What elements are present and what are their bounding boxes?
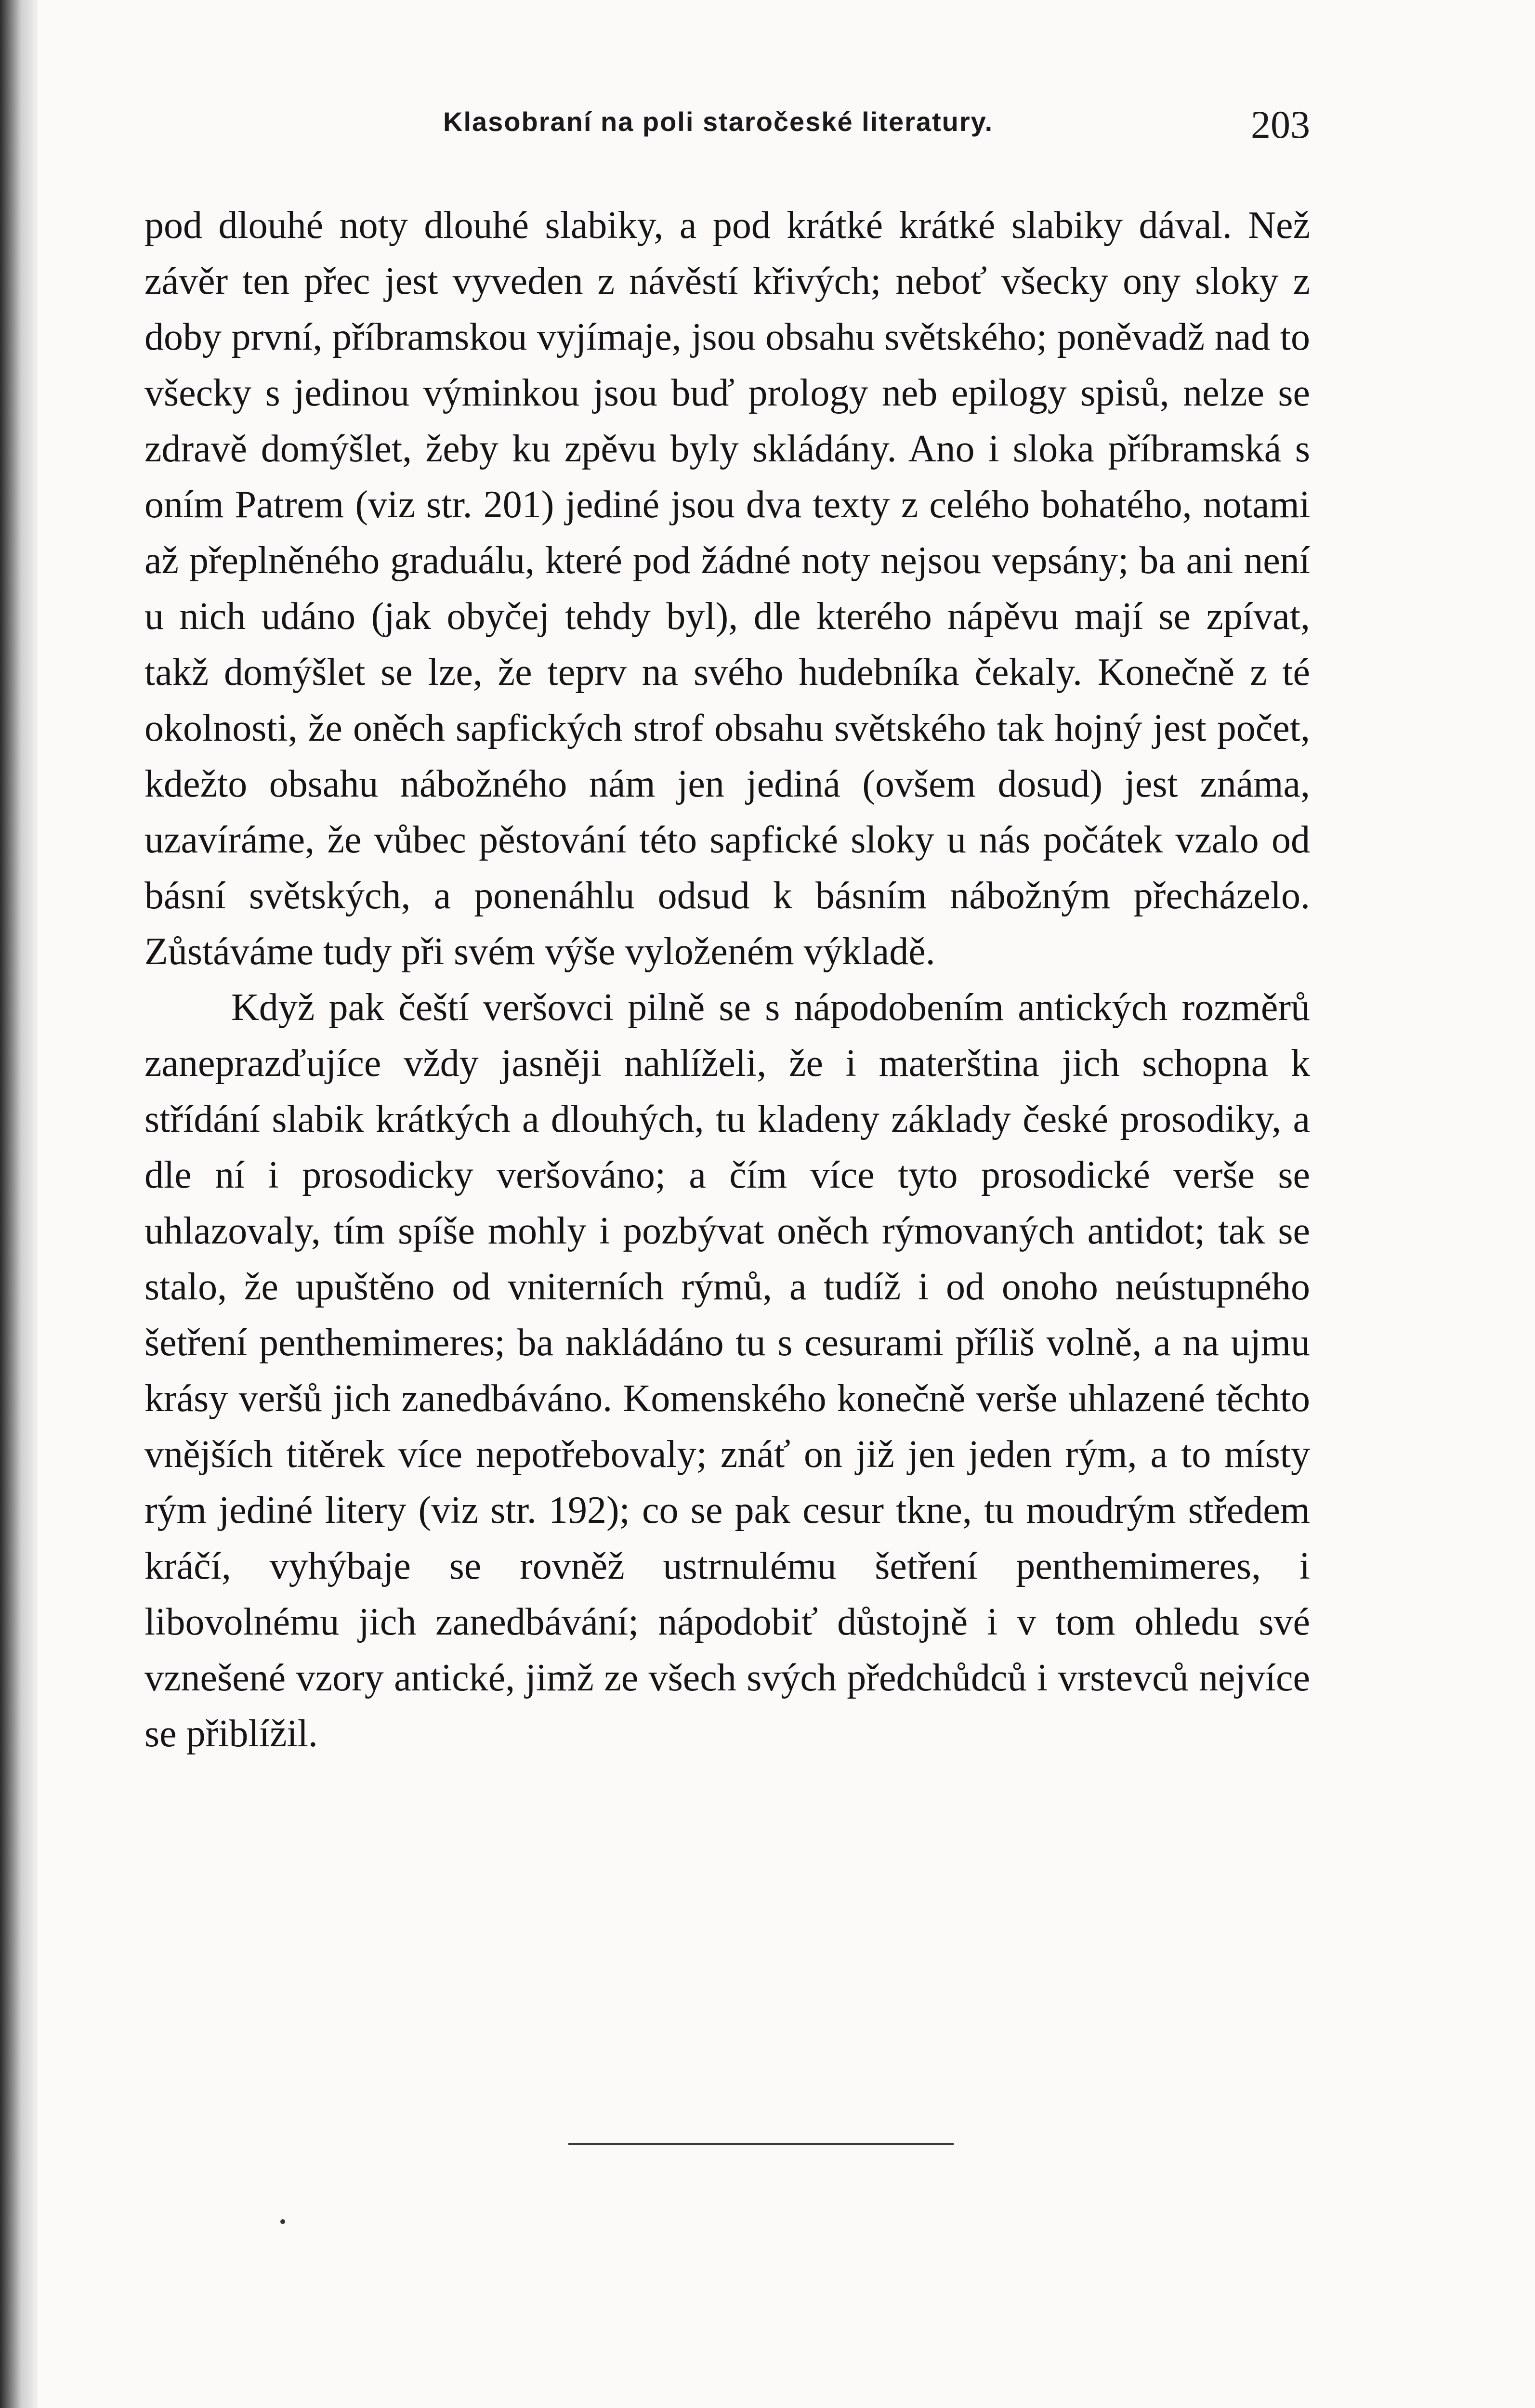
body-text [144,197,1310,1762]
paragraph-1: pod dlouhé noty dlouhé slabiky, a pod krátké krátké slabiky dával. Než závěr ten přec jest vyveden z návěstí křivých; neboť všecky ony sloky z doby první, příbramskou vyjímaje, jsou obsahu světského; poněvadž nad to všecky s jedinou výminkou jsou buď prology neb epilogy spisů, nelze se zdravě domýšlet, žeby ku zpěvu byly skládány. Ano i sloka příbramská s oním Patrem (viz str. 201) jediné jsou dva texty z celého bohatého, notami až přeplněného graduálu, které pod žádné noty nejsou vepsány; ba ani není u nich udáno (jak obyčej tehdy byl), dle kterého nápěvu mají se zpívat, takž domýšlet se lze, že teprv na svého hudebníka čekaly. Konečně z té okolnosti, že oněch sapfických strof obsahu světského tak hojný jest počet, kdežto obsahu nábožného nám jen jediná (ovšem dosud) jest známa, uzavíráme, že vůbec pěstování této sapfické sloky u nás počátek vzalo od básní světských, a ponenáhlu odsud k básním nábožným přecházelo. Zůstáváme tudy při svém výše vyloženém výkladě. [144,204,1310,973]
page-header [144,92,1310,164]
page-number: 203 [1251,103,1310,146]
running-title: Klasobraní na poli staročeské literatury. [443,106,994,137]
scan-edge [0,0,38,2408]
section-end-rule [568,2143,954,2145]
paragraph-2: Když pak čeští veršovci pilně se s nápodobením antických rozměrů zaneprazďujíce vždy jasněji nahlíželi, že i materština jich schopna k střídání slabik krátkých a dlouhých, tu kladeny základy české prosodiky, a dle ní i prosodicky veršováno; a čím více tyto prosodické verše se uhlazovaly, tím spíše mohly i pozbývat oněch rýmovaných antidot; tak se stalo, že upuštěno od vniterních rýmů, a tudíž i od onoho neústupného šetření penthemimeres; ba nakládáno tu s cesurami příliš volně, a na ujmu krásy veršů jich zanedbáváno. Komenského konečně verše uhlazené těchto vnějších titěrek více nepotřebovaly; znáť on již jen jeden rým, a to místy rým jediné litery (viz str. 192); co se pak cesur tkne, tu moudrým středem kráčí, vyhýbaje se rovněž ustrnulému šetření penthemimeres, i libovolnému jich zanedbávání; nápodobiť důstojně i v tom ohledu své vznešené vzory antické, jimž ze všech svých předchůdců i vrstevců nejvíce se přiblížil. [144,986,1310,1755]
ink-speck [280,2219,285,2224]
